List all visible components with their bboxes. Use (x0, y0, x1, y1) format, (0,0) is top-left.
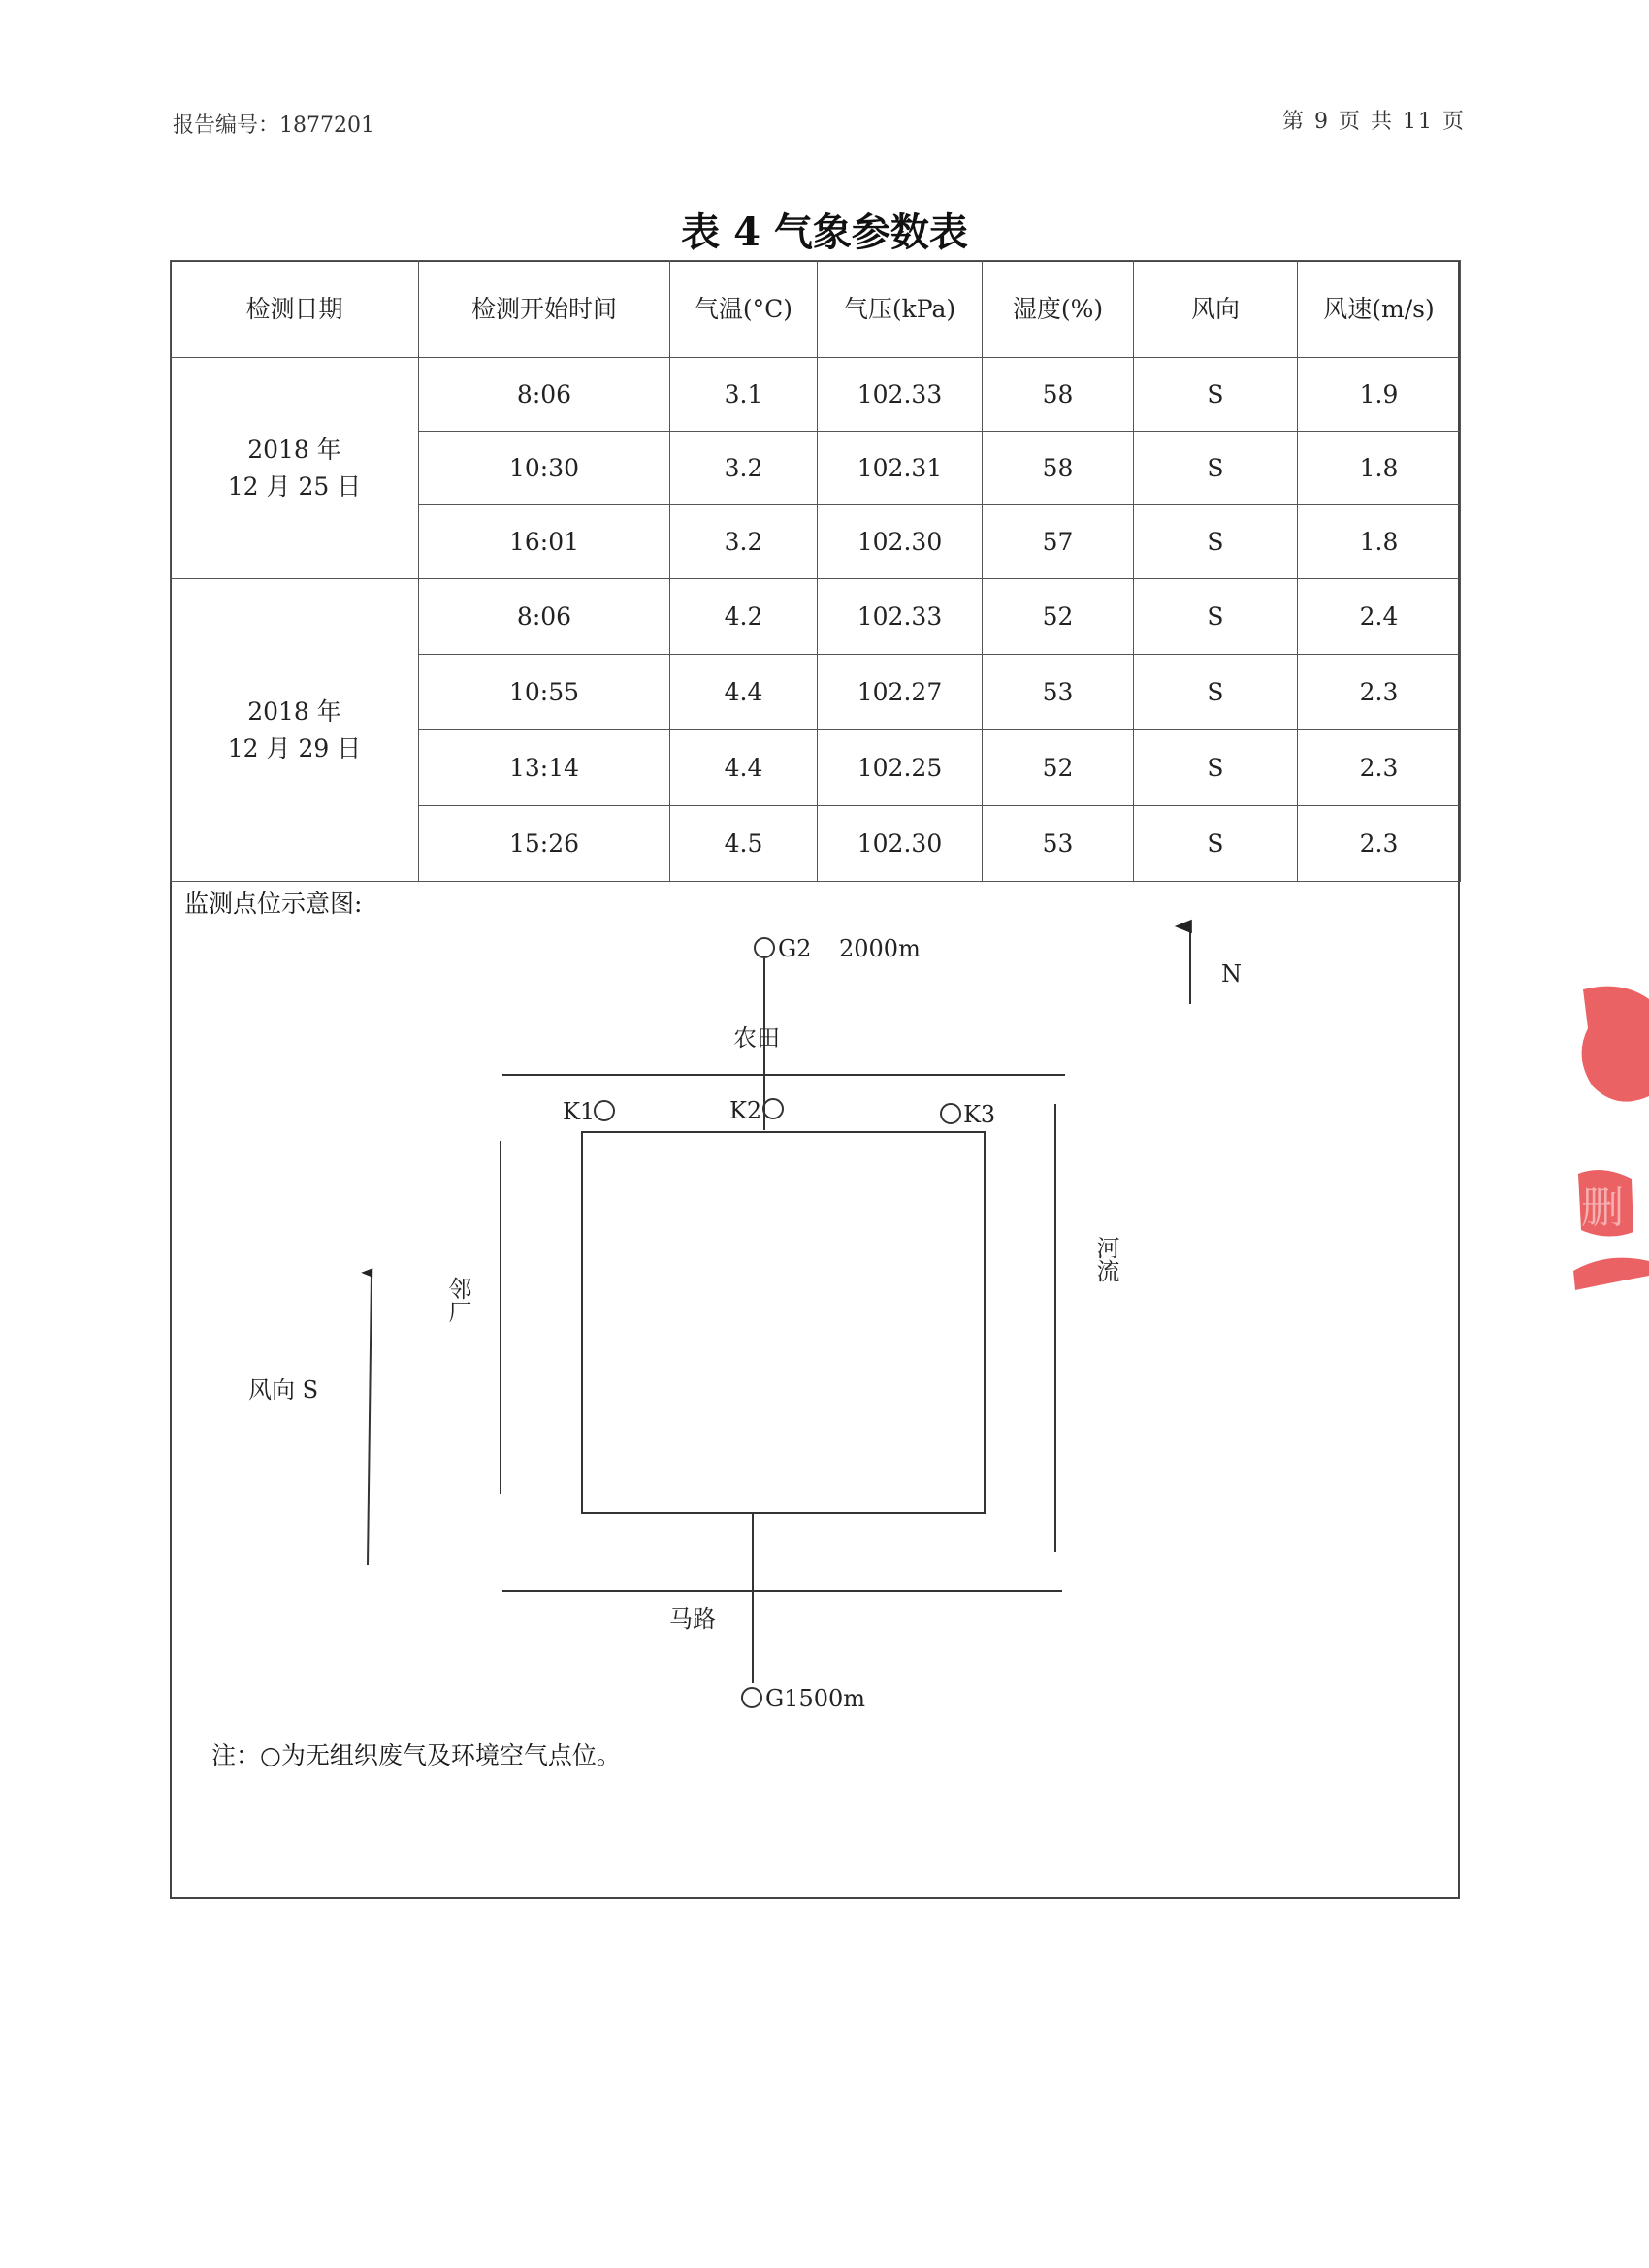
cell-wind-dir: S (1134, 358, 1298, 432)
cell-temp: 4.4 (670, 730, 818, 806)
cell-wind-dir: S (1134, 579, 1298, 655)
page-number: 第 9 页 共 11 页 (1282, 110, 1466, 134)
cell-humidity: 58 (983, 358, 1134, 432)
cell-wind-dir: S (1134, 655, 1298, 730)
red-seal-stamp (1564, 980, 1649, 1300)
date-year: 2018 年 (247, 436, 341, 464)
k3-point-icon (941, 1104, 960, 1123)
cell-humidity: 53 (983, 806, 1134, 882)
report-number: 报告编号：1877201 (173, 113, 374, 138)
diagram-note: 注：○为无组织废气及环境空气点位。 (211, 1741, 621, 1769)
date-day: 12 月 29 日 (227, 733, 362, 762)
cell-humidity: 58 (983, 432, 1134, 505)
header-wind-direction: 风向 (1134, 261, 1298, 358)
cell-time: 8:06 (419, 358, 670, 432)
cell-temp: 4.2 (670, 579, 818, 655)
cell-pressure: 102.30 (818, 806, 983, 882)
header-start-time: 检测开始时间 (419, 261, 670, 358)
g1-label: G1500m (765, 1685, 866, 1712)
cell-time: 10:30 (419, 432, 670, 505)
date-year: 2018 年 (247, 697, 341, 726)
header-wind-speed: 风速(m/s) (1298, 261, 1461, 358)
cell-pressure: 102.30 (818, 505, 983, 579)
wind-direction-arrow-icon (368, 1273, 372, 1565)
cell-pressure: 102.27 (818, 655, 983, 730)
cell-wind-speed: 2.4 (1298, 579, 1461, 655)
cell-humidity: 57 (983, 505, 1134, 579)
neighbor-factory-label: 邻厂 (444, 1277, 471, 1323)
wind-direction-label: 风向 S (248, 1377, 319, 1404)
river-label: 河流 (1092, 1236, 1119, 1282)
cell-wind-dir: S (1134, 505, 1298, 579)
k1-point-icon (595, 1101, 614, 1120)
cell-pressure: 102.25 (818, 730, 983, 806)
cell-time: 13:14 (419, 730, 670, 806)
cell-wind-speed: 1.9 (1298, 358, 1461, 432)
header-date: 检测日期 (171, 261, 419, 358)
cell-time: 16:01 (419, 505, 670, 579)
header-pressure: 气压(kPa) (818, 261, 983, 358)
cell-temp: 4.5 (670, 806, 818, 882)
cell-temp: 3.1 (670, 358, 818, 432)
cell-time: 8:06 (419, 579, 670, 655)
cell-time: 15:26 (419, 806, 670, 882)
diagram-section-label: 监测点位示意图: (184, 890, 363, 918)
g2-label: G2 (778, 935, 812, 962)
cell-pressure: 102.33 (818, 358, 983, 432)
north-label: N (1221, 960, 1242, 988)
table-title: 表 4 气象参数表 (681, 210, 968, 255)
cell-temp: 4.4 (670, 655, 818, 730)
cell-humidity: 53 (983, 655, 1134, 730)
cell-wind-dir: S (1134, 432, 1298, 505)
road-label: 马路 (669, 1605, 716, 1633)
cell-wind-dir: S (1134, 730, 1298, 806)
k3-label: K3 (963, 1101, 996, 1128)
cell-wind-speed: 1.8 (1298, 505, 1461, 579)
k1-label: K1 (563, 1098, 596, 1125)
k2-point-icon (763, 1099, 783, 1118)
cell-wind-speed: 2.3 (1298, 806, 1461, 882)
g2-point-icon (755, 938, 774, 957)
cell-temp: 3.2 (670, 432, 818, 505)
cell-humidity: 52 (983, 579, 1134, 655)
g2-distance-label: 2000m (839, 935, 921, 962)
cell-pressure: 102.33 (818, 579, 983, 655)
stamp-text: 删 (1581, 1183, 1624, 1233)
cell-wind-dir: S (1134, 806, 1298, 882)
cell-temp: 3.2 (670, 505, 818, 579)
plant-boundary (582, 1132, 985, 1513)
cell-pressure: 102.31 (818, 432, 983, 505)
cell-wind-speed: 2.3 (1298, 655, 1461, 730)
cell-humidity: 52 (983, 730, 1134, 806)
farmland-label: 农田 (733, 1024, 780, 1052)
cell-wind-speed: 1.8 (1298, 432, 1461, 505)
g1-point-icon (742, 1688, 761, 1707)
cell-time: 10:55 (419, 655, 670, 730)
header-temperature: 气温(°C) (670, 261, 818, 358)
date-day: 12 月 25 日 (227, 471, 362, 501)
cell-wind-speed: 2.3 (1298, 730, 1461, 806)
k2-label: K2 (729, 1097, 762, 1124)
header-humidity: 湿度(%) (983, 261, 1134, 358)
